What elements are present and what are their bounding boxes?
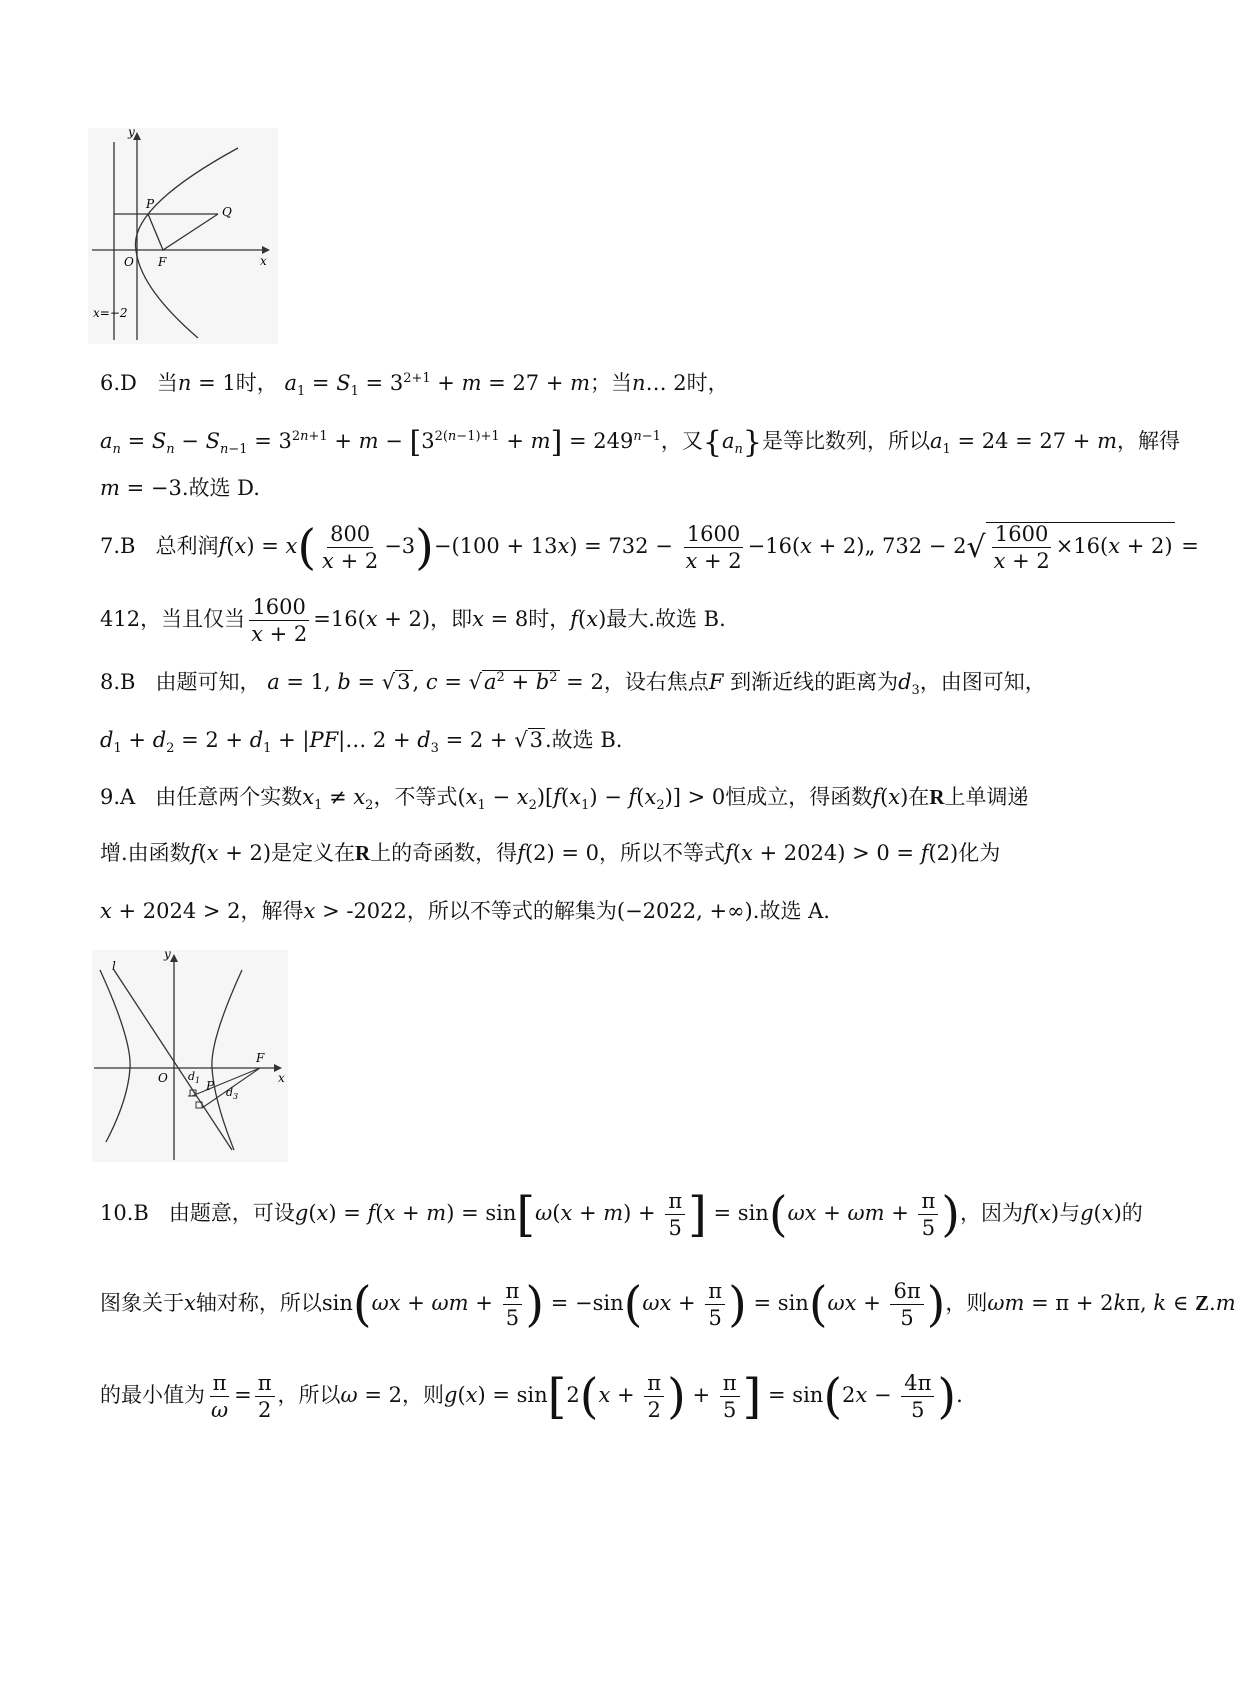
- fig1-point-f: F: [158, 255, 167, 269]
- q9-text: 是定义在: [271, 841, 356, 865]
- q7-text: 412，当且仅当: [100, 607, 246, 632]
- q10-text: ，所以: [277, 1383, 341, 1408]
- q8-text: 由题可知，: [155, 670, 261, 694]
- q9-line-1: 9.A 由任意两个实数$x_1 \ne x_2$，不等式$(x_1 - x_2)[f(x_1) - f(x_2)] > 0$恒成立，得函数f(x)在R上单调递: [100, 785, 1029, 814]
- q10-label: 10.B: [100, 1201, 149, 1226]
- q9-line-3: x + 2024 > 2，解得x > -2022，所以不等式的解集为(−2022, +∞).故选 A.: [100, 899, 830, 923]
- q7-line-1: 7.B 总利润f(x) = x( $\frac{800}{x + 2}$ −3)−(100 + 13x) = 732 − $\frac{1600}{x + 2}$ −16(x + 2)„ 732 − 2√ $\frac{1600}{x + 2}$ ×16(x + 2) =: [100, 519, 1199, 576]
- q9-text: ，不等式: [373, 785, 458, 809]
- q8-line-1: 8.B 由题可知， a = 1, b = √3, $c = √a^2 + b^2 = 2$，设右焦点F 到渐近线的距离为$d_3$，由图可知，: [100, 670, 1046, 699]
- q7-text: ，即: [430, 607, 473, 632]
- q6-text: 时，: [686, 371, 729, 395]
- q8-text: .故选 B.: [544, 728, 623, 752]
- q6-line-2: $a_n = S_n - S_{n-1} = 3^{2n+1} + m - [3^{2(n-1)+1} + m] = 249^{n-1}$，又$\{a_n\}$是等比数列，所以$a_1 = 24 = 27 + m$，解得: [100, 425, 1180, 460]
- q9-label: 9.A: [100, 785, 136, 809]
- fig2-d1-label: $d_1$: [188, 1070, 201, 1085]
- q6-line-3: m = −3.故选 D.: [100, 476, 260, 500]
- q6-text: ，又: [660, 429, 703, 453]
- q9-line-2: 增.由函数f(x + 2)是定义在R上的奇函数，得f(2) = 0，所以不等式f(x + 2024) > 0 = f(2)化为: [100, 841, 1001, 865]
- q10-text: 的最小值为: [100, 1383, 205, 1408]
- fig1-y-label: y: [128, 125, 135, 139]
- q8-line-2: $d_1 + d_2 = 2 + d_1$ + |PF|… $2 + d_3 = 2 + √3$.故选 B.: [100, 728, 623, 757]
- q8-label: 8.B: [100, 670, 136, 694]
- q6-text: ，解得: [1117, 429, 1180, 453]
- q6-text: 时，: [235, 371, 278, 395]
- q9-text: 化为: [958, 841, 1001, 865]
- fig1-x-label: x: [260, 254, 267, 268]
- fig2-d3-label: $d_3$: [226, 1086, 239, 1101]
- q6-text: ；当: [590, 371, 633, 395]
- q10-line-1: 10.B 由题意，可设g(x) = f(x + m) = sin[ω(x + m) + $\frac{\pi}{5}$ ] = sin(ωx + ωm + $\frac{\pi}{5}$ )，因为f(x)与g(x)的: [100, 1186, 1143, 1243]
- q9-text: 上单调递: [944, 785, 1029, 809]
- fig2-y-label: y: [164, 947, 171, 961]
- q10-text: 图象关于: [100, 1291, 184, 1316]
- q7-line-2: 412，当且仅当 $\frac{1600}{x + 2}$ =16(x + 2)，即x = 8时，f(x)最大.故选 B.: [100, 595, 726, 647]
- q10-text: 由题意，可设: [168, 1201, 295, 1226]
- q6-text: 当: [156, 371, 178, 395]
- q8-text: ，由图可知，: [919, 670, 1046, 694]
- q10-line-2: 图象关于x轴对称，所以sin(ωx + ωm + $\frac{\pi}{5}$ ) = −sin(ωx + $\frac{\pi}{5}$ ) = sin(ωx + $\frac{6\pi}{5}$ )，则ωm = π + 2kπ, k ∈ Z.m: [100, 1276, 1236, 1333]
- q6-label: 6.D: [100, 371, 137, 395]
- q9-text: ，解得: [240, 899, 304, 923]
- fig2-origin-label: O: [158, 1071, 168, 1085]
- hyperbola-figure: [92, 947, 288, 1162]
- q8-text: ，设右焦点: [603, 670, 709, 694]
- fig1-point-p: P: [146, 197, 155, 211]
- q9-text: 在: [908, 785, 930, 809]
- q9-text: 由任意两个实数: [155, 785, 303, 809]
- q9-text: -2022，所以不等式的解集为: [346, 899, 617, 923]
- q7-text: 总利润: [155, 534, 219, 559]
- fig1-directrix-label: x=−2: [93, 306, 128, 320]
- q6-text: .故选 D.: [181, 476, 260, 500]
- q10-text: 与: [1059, 1201, 1081, 1226]
- q10-text: ，则: [401, 1383, 444, 1408]
- fig1-point-q: Q: [222, 205, 232, 219]
- q9-text: 增.由函数: [100, 841, 191, 865]
- q7-label: 7.B: [100, 534, 136, 559]
- q9-text: 恒成立，得函数: [725, 785, 873, 809]
- q8-text: 到渐近线的距离为: [730, 670, 899, 694]
- q10-line-3: 的最小值为 $\frac{\pi}{\omega}$ = $\frac{\pi}{2}$ ，所以ω = 2，则g(x) = sin[2(x + $\frac{\pi}{2}$ ) + $\frac{\pi}{5}$ ] = sin(2x − $\frac{4\pi}{5}$ ).: [100, 1368, 963, 1425]
- q7-text: 时，: [528, 607, 571, 632]
- fig1-origin-label: O: [124, 255, 134, 269]
- q10-text: ，因为: [960, 1201, 1024, 1226]
- q10-text: ，则: [945, 1291, 988, 1316]
- q9-text: .故选 A.: [752, 899, 830, 923]
- parabola-figure: [88, 125, 278, 344]
- fig2-x-label: x: [278, 1071, 285, 1085]
- q6-line-1: 6.D 当n = 1时， $a_1 = S_1 = 3^{2+1} + m = 27 + m$；当n… 2时，: [100, 371, 729, 400]
- q10-text: 的: [1121, 1201, 1143, 1226]
- q9-text: 上的奇函数，得: [370, 841, 518, 865]
- fig2-point-p: P: [206, 1079, 215, 1093]
- q10-text: 轴对称，所以: [195, 1291, 322, 1316]
- q6-text: 是等比数列，所以: [761, 429, 930, 453]
- q9-text: ，所以不等式: [599, 841, 726, 865]
- fig2-point-f: F: [256, 1051, 265, 1065]
- fig2-line-l: l: [112, 959, 116, 973]
- q7-text: 最大.故选 B.: [606, 607, 726, 632]
